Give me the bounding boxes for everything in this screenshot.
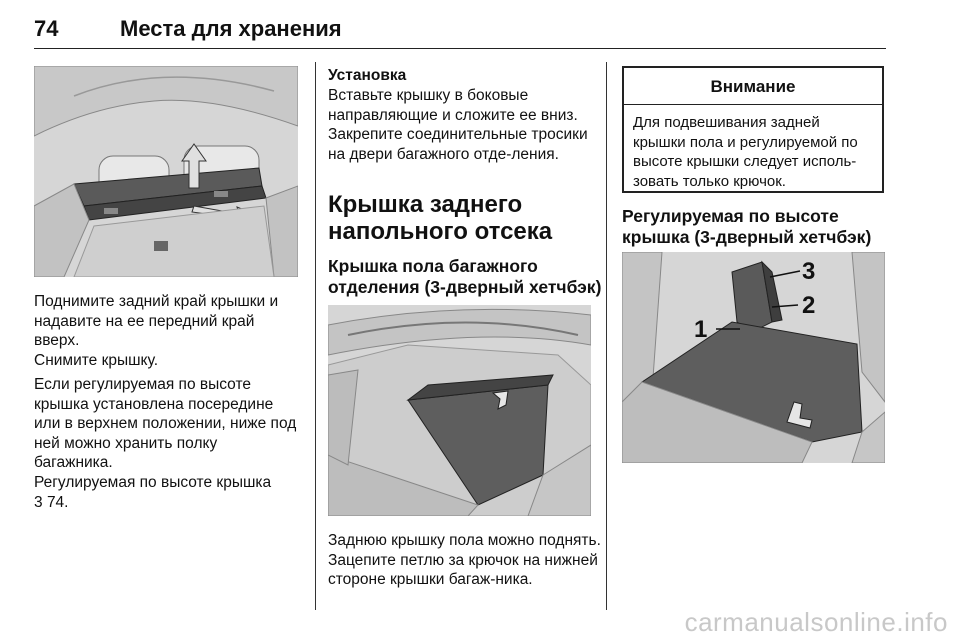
- subsection-heading-floor-cover: [328, 256, 604, 298]
- cross-reference-page[interactable]: 74.: [46, 493, 69, 511]
- cross-reference-text: Регулируемая по высоте крышка: [34, 474, 272, 491]
- illustration-height-adjustable-cover: [622, 252, 885, 463]
- adjustable-heading-line1: Регулируемая по высоте: [622, 206, 839, 226]
- warning-box: [622, 66, 884, 193]
- column-divider-right: [606, 62, 607, 610]
- install-text: Вставьте крышку в боковые направляющие и сложите ее вниз. Закрепите соединительные тросики на двери багажного отде-ления.: [328, 87, 588, 163]
- callout-1: 1: [694, 316, 708, 343]
- watermark: carmanualsonline.info: [684, 607, 948, 637]
- subsection-heading-line2: отделения (3-дверный хетчбэк): [328, 277, 602, 297]
- paragraph-lift-cover: Поднимите задний край крышки и надавите на ее передний край вверх.: [34, 293, 279, 349]
- section-heading-line1: Крышка заднего: [328, 191, 523, 218]
- section-heading: [328, 191, 604, 245]
- warning-title: Внимание: [624, 68, 882, 105]
- subsection-heading-adjustable-cover: [622, 206, 886, 248]
- callout-3: 3: [802, 258, 816, 285]
- page-title: Места для хранения: [120, 16, 342, 41]
- illustration-floor-cover-hook: [328, 305, 591, 516]
- column-divider-left: [315, 62, 316, 610]
- paragraph-remove-cover: Снимите крышку.: [34, 352, 159, 369]
- warning-text: Для подвешивания задней крышки пола и регулируемой по высоте крышки следует исполь-зовать только крючок.: [633, 114, 858, 190]
- page-header: [34, 14, 886, 49]
- section-heading-line2: напольного отсека: [328, 218, 553, 245]
- reference-arrow-icon: 3: [34, 493, 43, 511]
- floor-cover-caption: Заднюю крышку пола можно поднять. Зацепите петлю за крючок на нижней стороне крышки багаж-ника.: [328, 532, 601, 588]
- install-heading: Установка: [328, 67, 407, 84]
- callout-2: 2: [802, 292, 816, 319]
- illustration-cargo-cover-removal: [34, 66, 298, 277]
- adjustable-heading-line2: крышка (3-дверный хетчбэк): [622, 227, 872, 247]
- paragraph-cross-reference: [34, 473, 300, 512]
- paragraph-height-adjustable-floor: Если регулируемая по высоте крышка установлена посередине или в верхнем положении, ниже под ней можно хранить полку багажника.: [34, 376, 297, 471]
- page-number: 74: [34, 16, 59, 41]
- subsection-heading-line1: Крышка пола багажного: [328, 256, 538, 276]
